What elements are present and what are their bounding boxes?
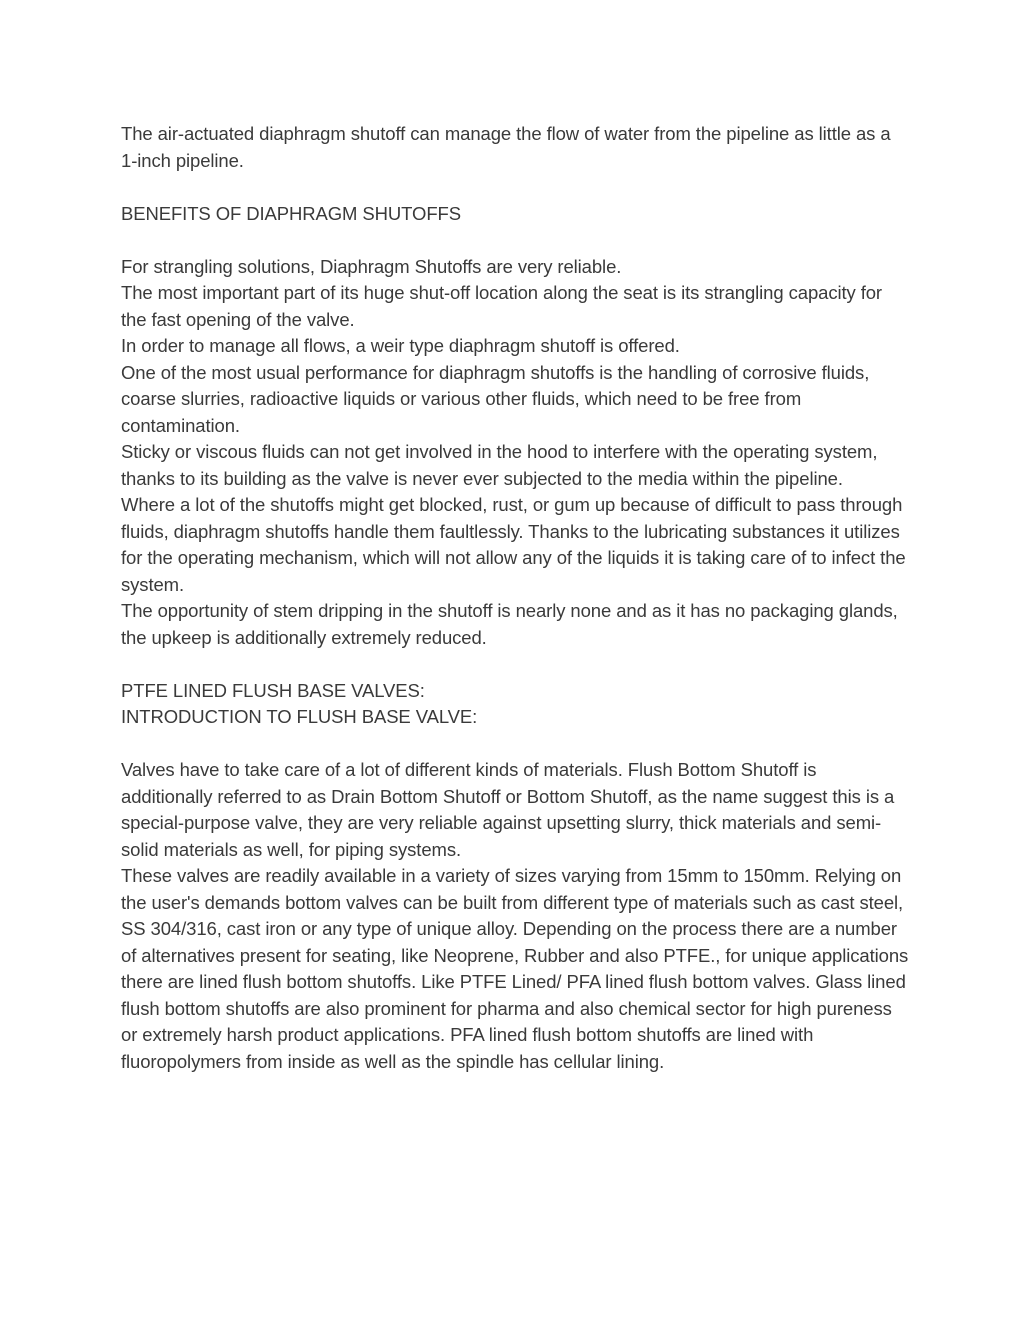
benefit-paragraph-5: Sticky or viscous fluids can not get involved in the hood to interfere with the operating system, thanks to its building as the valve is never ever subjected to the media within the pipeline. bbox=[121, 441, 878, 489]
benefit-paragraph-2: The most important part of its huge shut-off location along the seat is its strangling capacity for the fast opening of the valve. bbox=[121, 282, 882, 330]
benefit-paragraph-3: In order to manage all flows, a weir type diaphragm shutoff is offered. bbox=[121, 335, 680, 356]
flush-paragraph-1: Valves have to take care of a lot of different kinds of materials. Flush Bottom Shutoff is additionally referred to as Drain Bottom Shutoff or Bottom Shutoff, as the name suggest this is a special-purpose valve, they are very reliable against upsetting slurry, thick materials and semi-solid materials as well, for piping systems. bbox=[121, 759, 895, 860]
document-body bbox=[121, 121, 911, 1075]
spacer bbox=[121, 227, 911, 254]
benefit-paragraph-1: For strangling solutions, Diaphragm Shutoffs are very reliable. bbox=[121, 255, 622, 277]
benefit-paragraph-7: The opportunity of stem dripping in the shutoff is nearly none and as it has no packaging glands, the upkeep is additionally extremely reduced. bbox=[121, 600, 898, 648]
ptfe-heading: PTFE LINED FLUSH BASE VALVES: bbox=[121, 679, 425, 701]
flush-intro-heading: INTRODUCTION TO FLUSH BASE VALVE: bbox=[121, 706, 478, 727]
spacer bbox=[121, 651, 911, 678]
spacer bbox=[121, 174, 911, 201]
flush-paragraph-2: These valves are readily available in a variety of sizes varying from 15mm to 150mm. Relying on the user's demands bottom valves can be built from different type of materials such as cast steel, SS 304/316, cast iron or any type of unique alloy. Depending on the process there are a number of alternatives present for seating, like Neoprene, Rubber and also PTFE., for unique applications there are lined flush bottom shutoffs. Like PTFE Lined/ PFA lined flush bottom valves. Glass lined flush bottom shutoffs are also prominent for pharma and also chemical sector for high pureness or extremely harsh product applications. PFA lined flush bottom shutoffs are lined with fluoropolymers from inside as well as the spindle has cellular lining. bbox=[121, 865, 909, 1072]
spacer bbox=[121, 731, 911, 758]
benefit-paragraph-6: Where a lot of the shutoffs might get blocked, rust, or gum up because of difficult to pass through fluids, diaphragm shutoffs handle them faultlessly. Thanks to the lubricating substances it utilizes for the operating mechanism, which will not allow any of the liquids it is taking care of to infect the system. bbox=[121, 494, 906, 595]
benefits-heading: BENEFITS OF DIAPHRAGM SHUTOFFS bbox=[121, 202, 461, 224]
intro-paragraph: The air-actuated diaphragm shutoff can manage the flow of water from the pipeline as little as a 1-inch pipeline. bbox=[121, 123, 891, 171]
benefit-paragraph-4: One of the most usual performance for diaphragm shutoffs is the handling of corrosive fluids, coarse slurries, radioactive liquids or various other fluids, which need to be free from contamination. bbox=[121, 361, 870, 436]
